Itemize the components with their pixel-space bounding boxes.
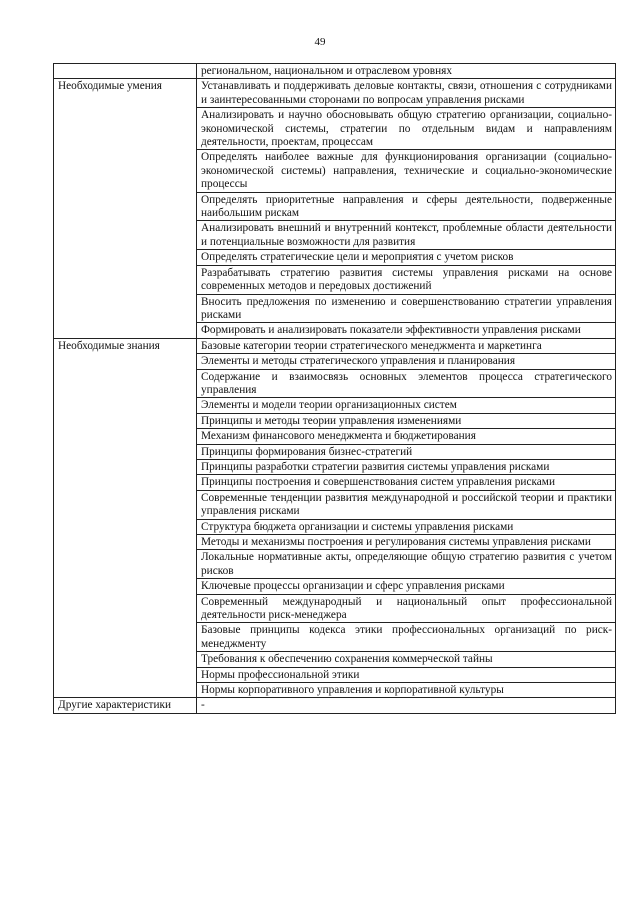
row-item-text: Современный международный и национальный опыт профессиональной деятельности риск-менеджера xyxy=(197,594,616,623)
page-number: 49 xyxy=(314,36,326,48)
row-item-text: Определять наиболее важные для функционирования организации (социально-экономической системы) направления, технические и социально-экономические процессы xyxy=(197,150,616,192)
row-item-text: Определять приоритетные направления и сферы деятельности, подверженные наибольшим рискам xyxy=(197,192,616,221)
row-item-text: Принципы разработки стратегии развития системы управления рисками xyxy=(197,459,616,474)
row-item-text: Базовые принципы кодекса этики профессиональных организаций по риск-менеджменту xyxy=(197,623,616,652)
row-item-text: Разрабатывать стратегию развития системы управления рисками на основе современных методов и передовых достижений xyxy=(197,265,616,294)
row-item-text: Методы и механизмы построения и регулирования системы управления рисками xyxy=(197,535,616,550)
row-item-text: Принципы построения и совершенствования систем управления рисками xyxy=(197,475,616,490)
competency-table-body xyxy=(54,64,616,714)
row-item-text: Определять стратегические цели и мероприятия с учетом рисков xyxy=(197,250,616,265)
row-category-label: Необходимые знания xyxy=(54,338,197,698)
row-item-text: региональном, национальном и отраслевом уровнях xyxy=(197,64,616,79)
row-item-text: Структура бюджета организации и системы управления рисками xyxy=(197,519,616,534)
table-row xyxy=(54,64,616,79)
row-item-text: Базовые категории теории стратегического менеджмента и маркетинга xyxy=(197,338,616,353)
row-category-label: Необходимые умения xyxy=(54,79,197,338)
row-item-text: Анализировать и научно обосновывать общую стратегию организации, социально-экономической системы, стратегии по отдельным видам и направлениям деятельности, проектам, процессам xyxy=(197,108,616,150)
row-item-text: Формировать и анализировать показатели эффективности управления рисками xyxy=(197,323,616,338)
table-row xyxy=(54,79,616,108)
table-row xyxy=(54,698,616,713)
row-item-text: Ключевые процессы организации и сферс управления рисками xyxy=(197,579,616,594)
row-item-text: Устанавливать и поддерживать деловые контакты, связи, отношения с сотрудниками и заинтересованными сторонами по вопросам управления рисками xyxy=(197,79,616,108)
table-row xyxy=(54,338,616,353)
row-category-label xyxy=(54,64,197,79)
row-item-text: Локальные нормативные акты, определяющие общую стратегию развития с учетом рисков xyxy=(197,550,616,579)
competency-table xyxy=(53,63,616,714)
row-item-text: Нормы профессиональной этики xyxy=(197,667,616,682)
row-item-text: Анализировать внешний и внутренний контекст, проблемные области деятельности и потенциальные возможности для развития xyxy=(197,221,616,250)
row-item-text: Механизм финансового менеджмента и бюджетирования xyxy=(197,429,616,444)
row-item-text: Принципы формирования бизнес-стратегий xyxy=(197,444,616,459)
row-item-text: Современные тенденции развития международной и российской теории и практики управления рисками xyxy=(197,490,616,519)
row-item-text: Вносить предложения по изменению и совершенствованию стратегии управления рисками xyxy=(197,294,616,323)
row-item-text: Требования к обеспечению сохранения коммерческой тайны xyxy=(197,652,616,667)
row-item-text: Элементы и методы стратегического управления и планирования xyxy=(197,354,616,369)
row-category-label: Другие характеристики xyxy=(54,698,197,713)
row-item-text: Содержание и взаимосвязь основных элементов процесса стратегического управления xyxy=(197,369,616,398)
row-item-text: Элементы и модели теории организационных систем xyxy=(197,398,616,413)
row-item-text: - xyxy=(197,698,616,713)
row-item-text: Принципы и методы теории управления изменениями xyxy=(197,413,616,428)
row-item-text: Нормы корпоративного управления и корпоративной культуры xyxy=(197,683,616,698)
